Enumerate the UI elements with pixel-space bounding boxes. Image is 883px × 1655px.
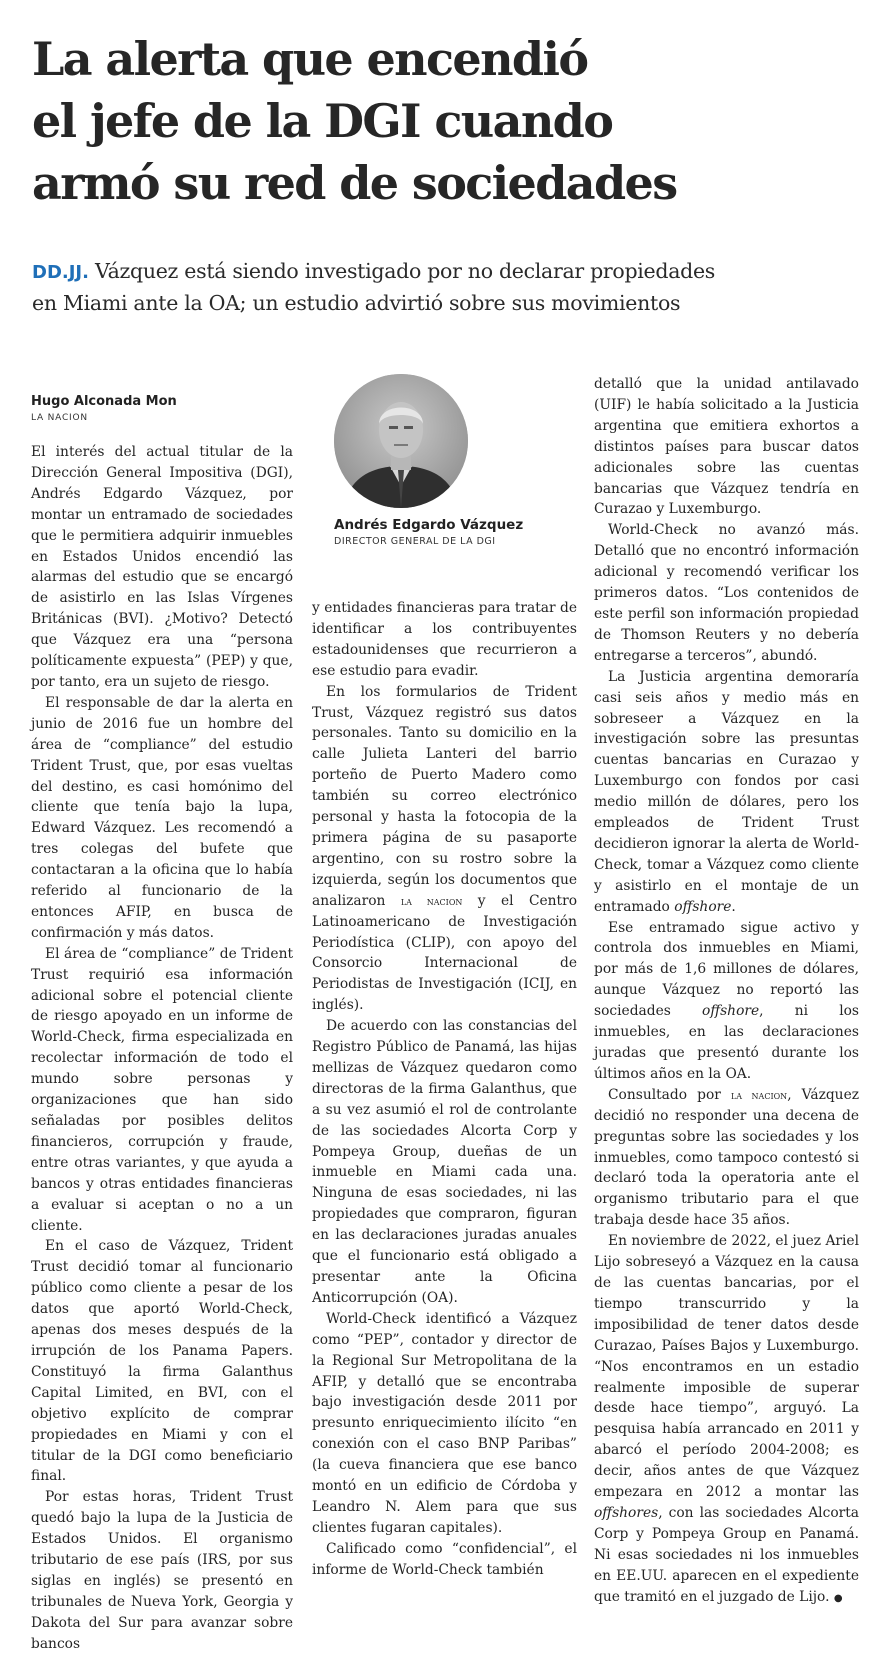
article-column-3 (594, 374, 859, 1609)
paragraph: detalló que la unidad antilavado (UIF) le había solicitado a la Justicia argentina que emitiera exhortos a distintos países para buscar datos adicionales sobre las cuentas bancarias que Vázquez tendría en Curazao y Luxemburgo. (594, 376, 859, 518)
author-name: Hugo Alconada Mon (31, 394, 177, 409)
paragraph (594, 667, 859, 918)
author-outlet: LA NACION (31, 413, 88, 423)
article-column-1 (31, 442, 293, 1655)
paragraph: Calificado como “confidencial”, el informe de World-Check también (312, 1540, 577, 1578)
article-column-2 (312, 598, 577, 1581)
outlet-name: la nacion (400, 893, 463, 908)
paragraph-text: , ni los inmuebles, en las declaraciones juradas que presentó durante los últimos años en la OA. (594, 1003, 859, 1082)
headline (32, 28, 862, 214)
headline-line: armó su red de sociedades (32, 156, 677, 210)
headline-line: el jefe de la DGI cuando (32, 94, 613, 148)
paragraph: World-Check no avanzó más. Detalló que no encontró información adicional y recomendó verificar los primeros datos. “Los contenidos de este perfil son información propiedad de Thomson Reuters y no debería entregarse a terceros”, abundó. (594, 522, 859, 664)
paragraph: El área de “compliance” de Trident Trust requirió esa información adicional sobre el potencial cliente de riesgo apoyado en un informe de World-Check, firma especializada en recolectar información de todo el mundo sobre personas y organizaciones que han sido señaladas por posibles delitos financieros, corrupción y fraude, entre otras variantes, y que ayuda a bancos y otras entidades financieras a evaluar si aceptan o no a un cliente. (31, 945, 293, 1234)
paragraph: El interés del actual titular de la Dirección General Impositiva (DGI), Andrés Edgardo Vázquez, por montar un entramado de sociedades que le permitiera adquirir inmuebles en Estados Unidos encendió las alarmas del estudio que se encargó de asistirlo en las Islas Vírgenes Británicas (BVI). ¿Motivo? Detectó que Vázquez era una “persona políticamente expuesta” (PEP) y que, por tanto, era un sujeto de riesgo. (31, 444, 293, 690)
paragraph-text: La Justicia argentina demoraría casi seis años y medio más en sobreseer a Vázquez en la investigación sobre las presuntas cuentas bancarias en Curazao y Luxemburgo con fondos por casi medio millón de dólares, pero los empleados de Trident Trust decidieron ignorar la alerta de World-Check, tomar a Vázquez como cliente y asistirlo en el montaje de un entramado (594, 668, 859, 915)
end-mark-icon: ● (833, 1592, 843, 1604)
paragraph (594, 1085, 859, 1231)
subheadline-line: en Miami ante la OA; un estudio advirtió sobre sus movimientos (32, 291, 681, 315)
italic-term: offshore (674, 898, 732, 915)
paragraph: El responsable de dar la alerta en junio de 2016 fue un hombre del área de “compliance” del estudio Trident Trust, que, por esas vueltas del destino, es casi homónimo del cliente que tenía bajo la lupa, Edward Vázquez. Les recomendó a tres colegas del bufete que contactaran a la oficina que lo había referido al funcionario de la entonces AFIP, en busca de confirmación y más datos. (31, 694, 293, 941)
byline (31, 393, 177, 425)
portrait-photo-icon (334, 374, 468, 508)
paragraph (594, 1231, 859, 1609)
paragraph-text: y el Centro Latinoamericano de Investigación Periodística (CLIP), con apoyo del Consorcio Internacional de Periodistas de Investigación (ICIJ, en inglés). (312, 892, 578, 1014)
paragraph: En el caso de Vázquez, Trident Trust decidió tomar al funcionario público como cliente a pesar de los datos que aportó World-Check, apenas dos meses después de la irrupción de los Panama Papers. Constituyó la firma Galanthus Capital Limited, en BVI, con el objetivo explícito de comprar propiedades en Miami y con el titular de la DGI como beneficiario final. (31, 1238, 293, 1485)
headline-line: La alerta que encendió (32, 32, 588, 86)
caption-name: Andrés Edgardo Vázquez (334, 517, 524, 533)
paragraph (312, 682, 577, 1017)
paragraph: World-Check identificó a Vázquez como “PEP”, contador y director de la Regional Sur Metropolitana de la AFIP, y detalló que se encontraba bajo investigación desde 2011 por presunto enriquecimiento ilícito “en conexión con el caso BNP Paribas” (la cueva financiera que ese banco montó en un edificio de Córdoba y Leandro N. Alem para que sus clientes fugaran capitales). (312, 1310, 577, 1536)
paragraph-text: Ese entramado sigue activo y controla dos inmuebles en Miami, por más de 1,6 millones de dólares, aunque Vázquez no reportó las sociedades (594, 919, 859, 1020)
paragraph-text: Consultado por (608, 1086, 721, 1103)
paragraph-text: , con las sociedades Alcorta Corp y Pompeya Group en Panamá. Ni esas sociedades ni los inmuebles en EE.UU. aparecen en el expediente que tramitó en el juzgado de Lijo. (594, 1504, 859, 1605)
photo-caption (334, 516, 523, 550)
paragraph-text: . (731, 898, 736, 915)
portrait-photo (334, 374, 468, 508)
paragraph-text: En los formularios de Trident Trust, Vázquez registró sus datos personales. Tanto su domicilio en la calle Julieta Lanteri del barrio porteño de Puerto Madero como también su correo electrónico personal y hasta la fotocopia de la primera página de su pasaporte argentino, con su rostro sobre la izquierda, según los documentos que analizaron (312, 683, 577, 909)
paragraph-text: , Vázquez decidió no responder una decena de preguntas sobre las sociedades y los inmuebles, como tampoco contestó si declaró toda la operatoria ante el organismo tributario para el que trabaja desde hace 35 años. (594, 1086, 860, 1229)
outlet-name: la nacion (730, 1087, 788, 1102)
paragraph-text: En noviembre de 2022, el juez Ariel Lijo sobreseyó a Vázquez en la causa de las cuentas bancarias, por el tiempo transcurrido y la imposibilidad de tener datos desde Curazao, Países Bajos y Luxemburgo. “Nos encontramos en un estadio realmente imposible de superar desde hace tiempo”, arguyó. La pesquisa había arrancado en 2011 y abarcó el período 2004-2008; es decir, años antes de que Vázquez empezara en 2012 a montar las (594, 1233, 859, 1501)
section-kicker: DD.JJ. (32, 262, 89, 283)
italic-term: offshores (594, 1504, 659, 1521)
subheadline (32, 256, 862, 319)
paragraph (594, 918, 859, 1085)
paragraph: Por estas horas, Trident Trust quedó bajo la lupa de la Justicia de Estados Unidos. El organismo tributario de ese país (IRS, por sus siglas en inglés) se presentó en tribunales de Nueva York, Georgia y Dakota del Sur para avanzar sobre bancos (31, 1489, 293, 1652)
paragraph: y entidades financieras para tratar de identificar a los contribuyentes estadounidenses que recurrieron a ese estudio para evadir. (312, 600, 577, 679)
caption-title: DIRECTOR GENERAL DE LA DGI (334, 536, 496, 547)
subheadline-text: Vázquez está siendo investigado por no declarar propiedades (94, 259, 715, 283)
subheadline-line (32, 256, 862, 288)
italic-term: offshore (702, 1003, 760, 1020)
paragraph: De acuerdo con las constancias del Registro Público de Panamá, las hijas mellizas de Vázquez quedaron como directoras de la firma Galanthus, que a su vez asumió el rol de controlante de las sociedades Alcorta Corp y Pompeya Group, dueñas de un inmueble en Miami cada una. Ninguna de esas sociedades, ni las propiedades que compraron, figuran en las declaraciones juradas anuales que el funcionario está obligado a presentar ante la Oficina Anticorrupción (OA). (312, 1018, 577, 1306)
